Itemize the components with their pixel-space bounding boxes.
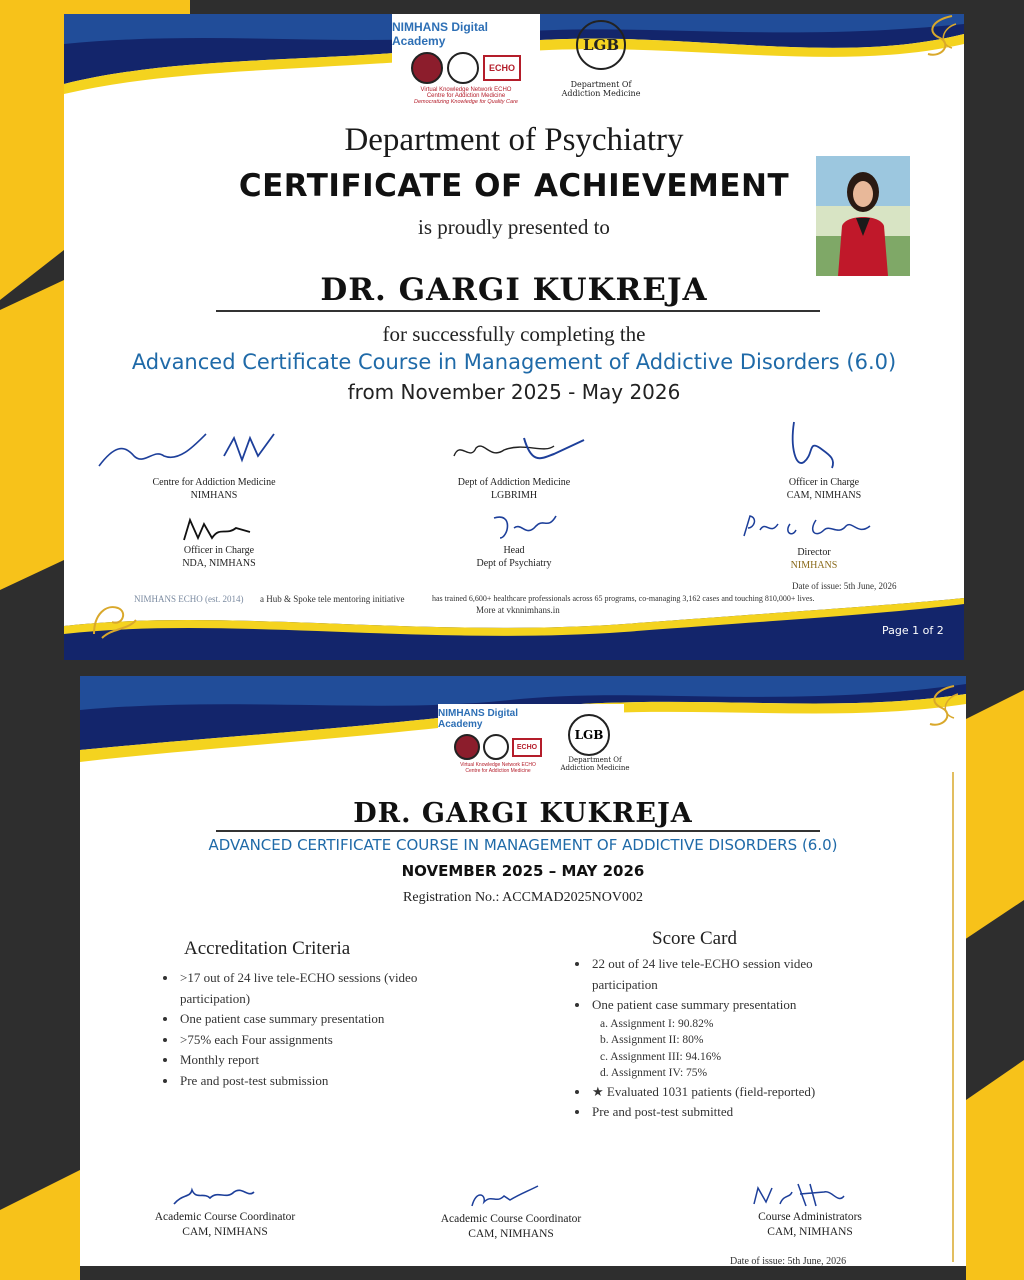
assignment-score: a. Assignment I: 90.82%	[600, 1017, 714, 1030]
signature-scribble	[720, 1178, 900, 1210]
signature-block-2	[416, 1180, 606, 1242]
lgb-caption-2: Addiction Medicine	[561, 89, 641, 98]
course-name: ADVANCED CERTIFICATE COURSE IN MANAGEMENT OF ADDICTIVE DISORDERS (6.0)	[208, 836, 838, 854]
signature-scribble	[94, 426, 294, 476]
signatory-org: CAM, NIMHANS	[767, 1226, 853, 1238]
signatory-title: Academic Course Coordinator	[154, 1211, 296, 1223]
signatory-title: Dept of Addiction Medicine	[457, 477, 571, 488]
signatory-org: CAM, NIMHANS	[786, 490, 862, 501]
lgb-logo	[556, 20, 646, 98]
signature-scribble	[416, 1180, 606, 1212]
criteria-list	[160, 968, 438, 1091]
signatory-org: CAM, NIMHANS	[468, 1228, 554, 1240]
signature-block-6	[734, 510, 894, 572]
signatory-org: NIMHANS	[790, 560, 838, 571]
department-heading: Department of Psychiatry	[344, 122, 684, 158]
assignment-score: c. Assignment III: 94.16%	[600, 1050, 722, 1063]
footer-note-2: a Hub & Spoke tele mentoring initiative	[260, 594, 405, 604]
presented-text: is proudly presented to	[418, 215, 610, 239]
completion-text: for successfully completing the	[382, 322, 646, 346]
gold-corner-bottom-left	[88, 590, 142, 640]
signatory-title: Director	[797, 547, 831, 558]
lgb-caption-2: Addiction Medicine	[560, 764, 630, 772]
logo-caption-2: Centre for Addiction Medicine	[465, 768, 531, 774]
signature-block-3	[720, 1178, 900, 1240]
list-item: • One patient case summary presentation	[178, 1009, 438, 1030]
certificate-title: CERTIFICATE OF ACHIEVEMENT	[238, 168, 790, 204]
logo-caption: Virtual Knowledge Network ECHO	[460, 762, 536, 768]
academy-title: NIMHANS Digital Academy	[438, 708, 518, 730]
signatory-title: Officer in Charge	[183, 545, 255, 556]
list-item: • >75% each Four assignments	[178, 1030, 438, 1051]
course-name: Advanced Certificate Course in Management of Addictive Disorders (6.0)	[131, 350, 897, 374]
list-item	[590, 995, 870, 1082]
footer-note-1: NIMHANS ECHO (est. 2014)	[134, 594, 244, 604]
date-of-issue: Date of issue: 5th June, 2026	[730, 1256, 847, 1266]
signatory-org: NDA, NIMHANS	[182, 558, 256, 569]
lgb-caption-1: Department Of	[568, 756, 622, 764]
lgb-emblem-icon: LGB	[568, 714, 610, 756]
signature-block-2	[424, 426, 604, 502]
signature-scribble	[734, 510, 894, 546]
lgb-caption-1: Department Of	[570, 80, 632, 89]
logo-caption: Virtual Knowledge Network ECHO	[420, 87, 512, 93]
gold-corner-top-right	[912, 14, 958, 66]
signature-scribble	[154, 512, 284, 544]
signature-block-5	[444, 508, 584, 570]
assignment-score: b. Assignment II: 80%	[600, 1034, 704, 1046]
name-underline	[216, 830, 820, 832]
logo-caption-2: Centre for Addiction Medicine	[426, 93, 506, 99]
logo-tagline: Democratizing Knowledge for Quality Care	[414, 99, 518, 105]
list-item: • ★ Evaluated 1031 patients (field-reported)	[590, 1082, 870, 1103]
signature-scribble	[444, 508, 584, 544]
footer-note-4: More at vknnimhans.in	[476, 605, 560, 615]
assignment-score: d. Assignment IV: 75%	[600, 1067, 708, 1079]
signature-block-3	[754, 418, 894, 502]
signatory-org: LGBRIMH	[490, 490, 538, 501]
list-item-label: One patient case summary presentation	[592, 997, 797, 1012]
certificate-page-1	[64, 14, 964, 660]
signatory-title: Centre for Addiction Medicine	[152, 477, 276, 488]
criteria-heading: Accreditation Criteria	[184, 938, 351, 959]
signature-scribble	[754, 418, 894, 476]
nimhans-seal-icon	[454, 734, 480, 760]
signatory-org: CAM, NIMHANS	[182, 1226, 268, 1238]
course-dates: NOVEMBER 2025 – MAY 2026	[401, 862, 645, 880]
signatory-title: Course Administrators	[758, 1211, 862, 1223]
list-item: • 22 out of 24 live tele-ECHO session video participation	[590, 954, 870, 995]
footer-note-3: has trained 6,600+ healthcare professionals across 65 programs, co-managing 3,162 cases and touching 810,000+ lives.	[432, 594, 815, 603]
nimhans-seal-icon	[411, 52, 443, 84]
score-card-heading: Score Card	[652, 928, 737, 949]
academy-title: NIMHANS Digital Academy	[392, 20, 488, 48]
score-card-list	[572, 954, 870, 1123]
signatory-org: Dept of Psychiatry	[476, 558, 552, 569]
date-of-issue: Date of issue: 5th June, 2026	[792, 581, 897, 591]
signatory-title: Head	[503, 545, 525, 556]
signatory-title: Officer in Charge	[788, 477, 860, 488]
list-item: • Pre and post-test submitted	[590, 1102, 870, 1123]
course-dates: from November 2025 - May 2026	[347, 380, 681, 404]
registration-number: Registration No.: ACCMAD2025NOV002	[403, 890, 643, 905]
bottom-banner	[64, 586, 964, 660]
echo-logo: ECHO	[512, 738, 542, 757]
gold-corner-top-right	[914, 684, 960, 736]
recipient-name: DR. GARGI KUKREJA	[320, 272, 708, 308]
vkn-seal-icon	[447, 52, 479, 84]
lgb-emblem-icon: LGB	[576, 20, 626, 70]
assignment-list	[592, 1016, 870, 1082]
lgb-caption	[550, 756, 640, 772]
signatory-title: Academic Course Coordinator	[440, 1213, 582, 1225]
signature-block-4	[154, 512, 284, 570]
list-item: • >17 out of 24 live tele-ECHO sessions (video participation)	[178, 968, 438, 1009]
signature-block-1	[130, 1178, 320, 1240]
recipient-name: DR. GARGI KUKREJA	[353, 798, 693, 829]
list-item: • Monthly report	[178, 1050, 438, 1071]
signature-scribble	[424, 426, 604, 476]
page-number: Page 1 of 2	[882, 624, 944, 637]
certificate-page-2	[80, 676, 966, 1266]
signatory-org: NIMHANS	[190, 490, 238, 501]
signature-block-1	[94, 426, 294, 502]
gold-side-border	[948, 772, 958, 1262]
nimhans-logo-group	[392, 14, 540, 106]
list-item: • Pre and post-test submission	[178, 1071, 438, 1092]
signature-scribble	[130, 1178, 320, 1210]
echo-logo: ECHO	[483, 55, 521, 81]
vkn-seal-icon	[483, 734, 509, 760]
name-underline	[216, 310, 820, 312]
